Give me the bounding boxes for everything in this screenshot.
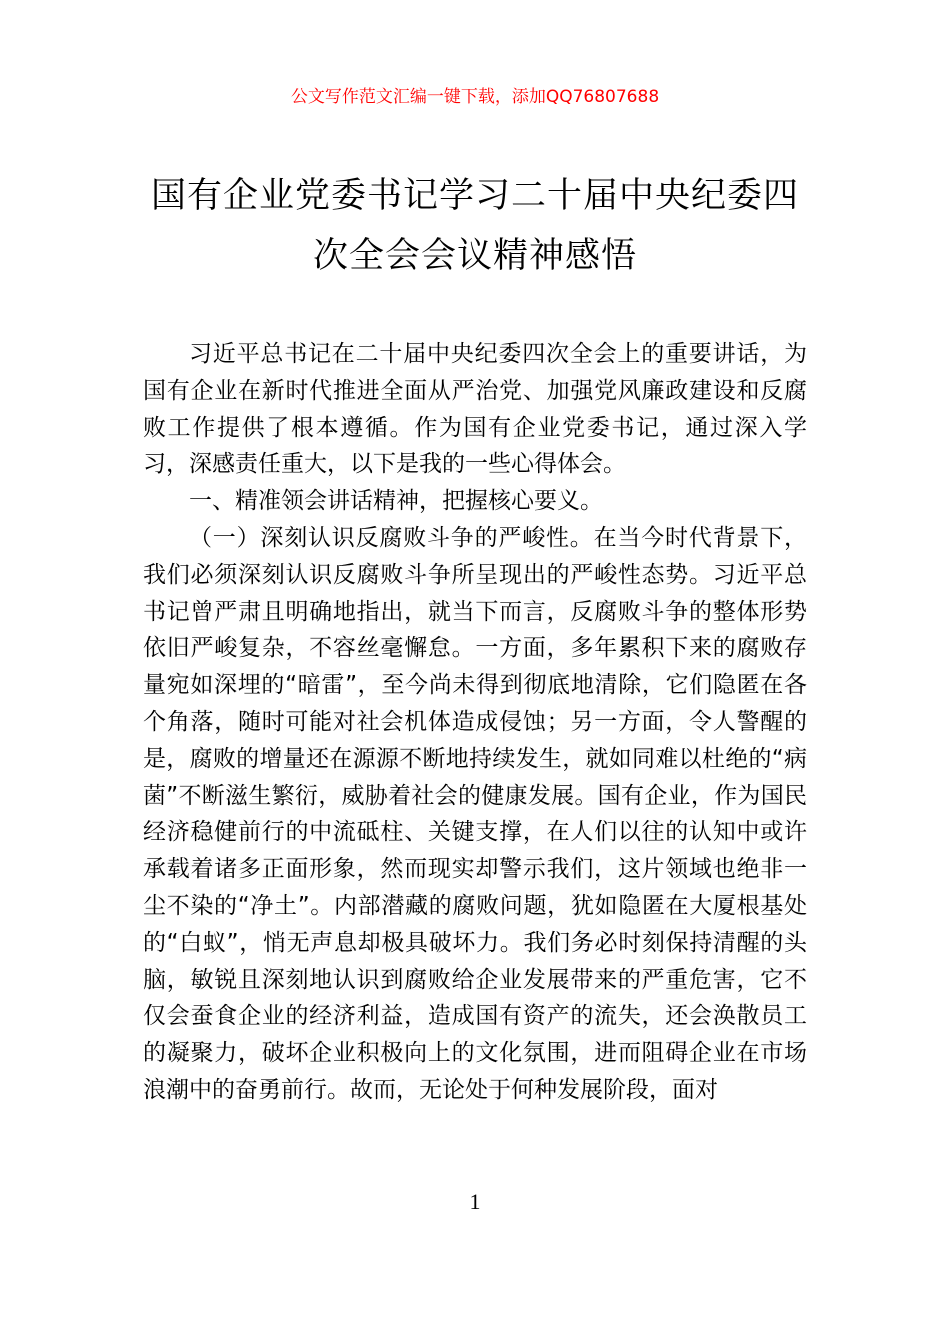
header-note: 公文写作范文汇编一键下载，添加QQ76807688 — [290, 87, 660, 107]
title-line-2: 次全会会议精神感悟 — [312, 236, 637, 276]
document-title — [120, 166, 830, 286]
title-line-1: 国有企业党委书记学习二十届中央纪委四 — [150, 176, 799, 216]
paragraph-intro: 习近平总书记在二十届中央纪委四次全会上的重要讲话，为国有企业在新时代推进全面从严治党、加强党风廉政建设和反腐败工作提供了根本遵循。作为国有企业党委书记，通过深入学习，深感责任重大，以下是我的一些心得体会。 — [143, 341, 807, 478]
page-number: 1 — [469, 1189, 481, 1214]
document-body — [143, 336, 807, 1109]
section-heading-1: 一、精准领会讲话精神，把握核心要义。 — [189, 488, 603, 515]
paragraph-section-1-1: （一）深刻认识反腐败斗争的严峻性。在当今时代背景下，我们必须深刻认识反腐败斗争所呈现出的严峻性态势。习近平总书记曾严肃且明确地指出，就当下而言，反腐败斗争的整体形势依旧严峻复杂，不容丝毫懈怠。一方面，多年累积下来的腐败存量宛如深埋的“暗雷”，至今尚未得到彻底地清除，它们隐匿在各个角落，随时可能对社会机体造成侵蚀；另一方面，令人警醒的是，腐败的增量还在源源不断地持续发生，就如同难以杜绝的“病菌”不断滋生繁衍，威胁着社会的健康发展。国有企业，作为国民经济稳健前行的中流砥柱、关键支撑，在人们以往的认知中或许承载着诸多正面形象，然而现实却警示我们，这片领域也绝非一尘不染的“净土”。内部潜藏的腐败问题，犹如隐匿在大厦根基处的“白蚁”，悄无声息却极具破坏力。我们务必时刻保持清醒的头脑，敏锐且深刻地认识到腐败给企业发展带来的严重危害，它不仅会蚕食企业的经济利益，造成国有资产的流失，还会涣散员工的凝聚力，破坏企业积极向上的文化氛围，进而阻碍企业在市场浪潮中的奋勇前行。故而，无论处于何种发展阶段，面对 — [143, 524, 807, 1103]
